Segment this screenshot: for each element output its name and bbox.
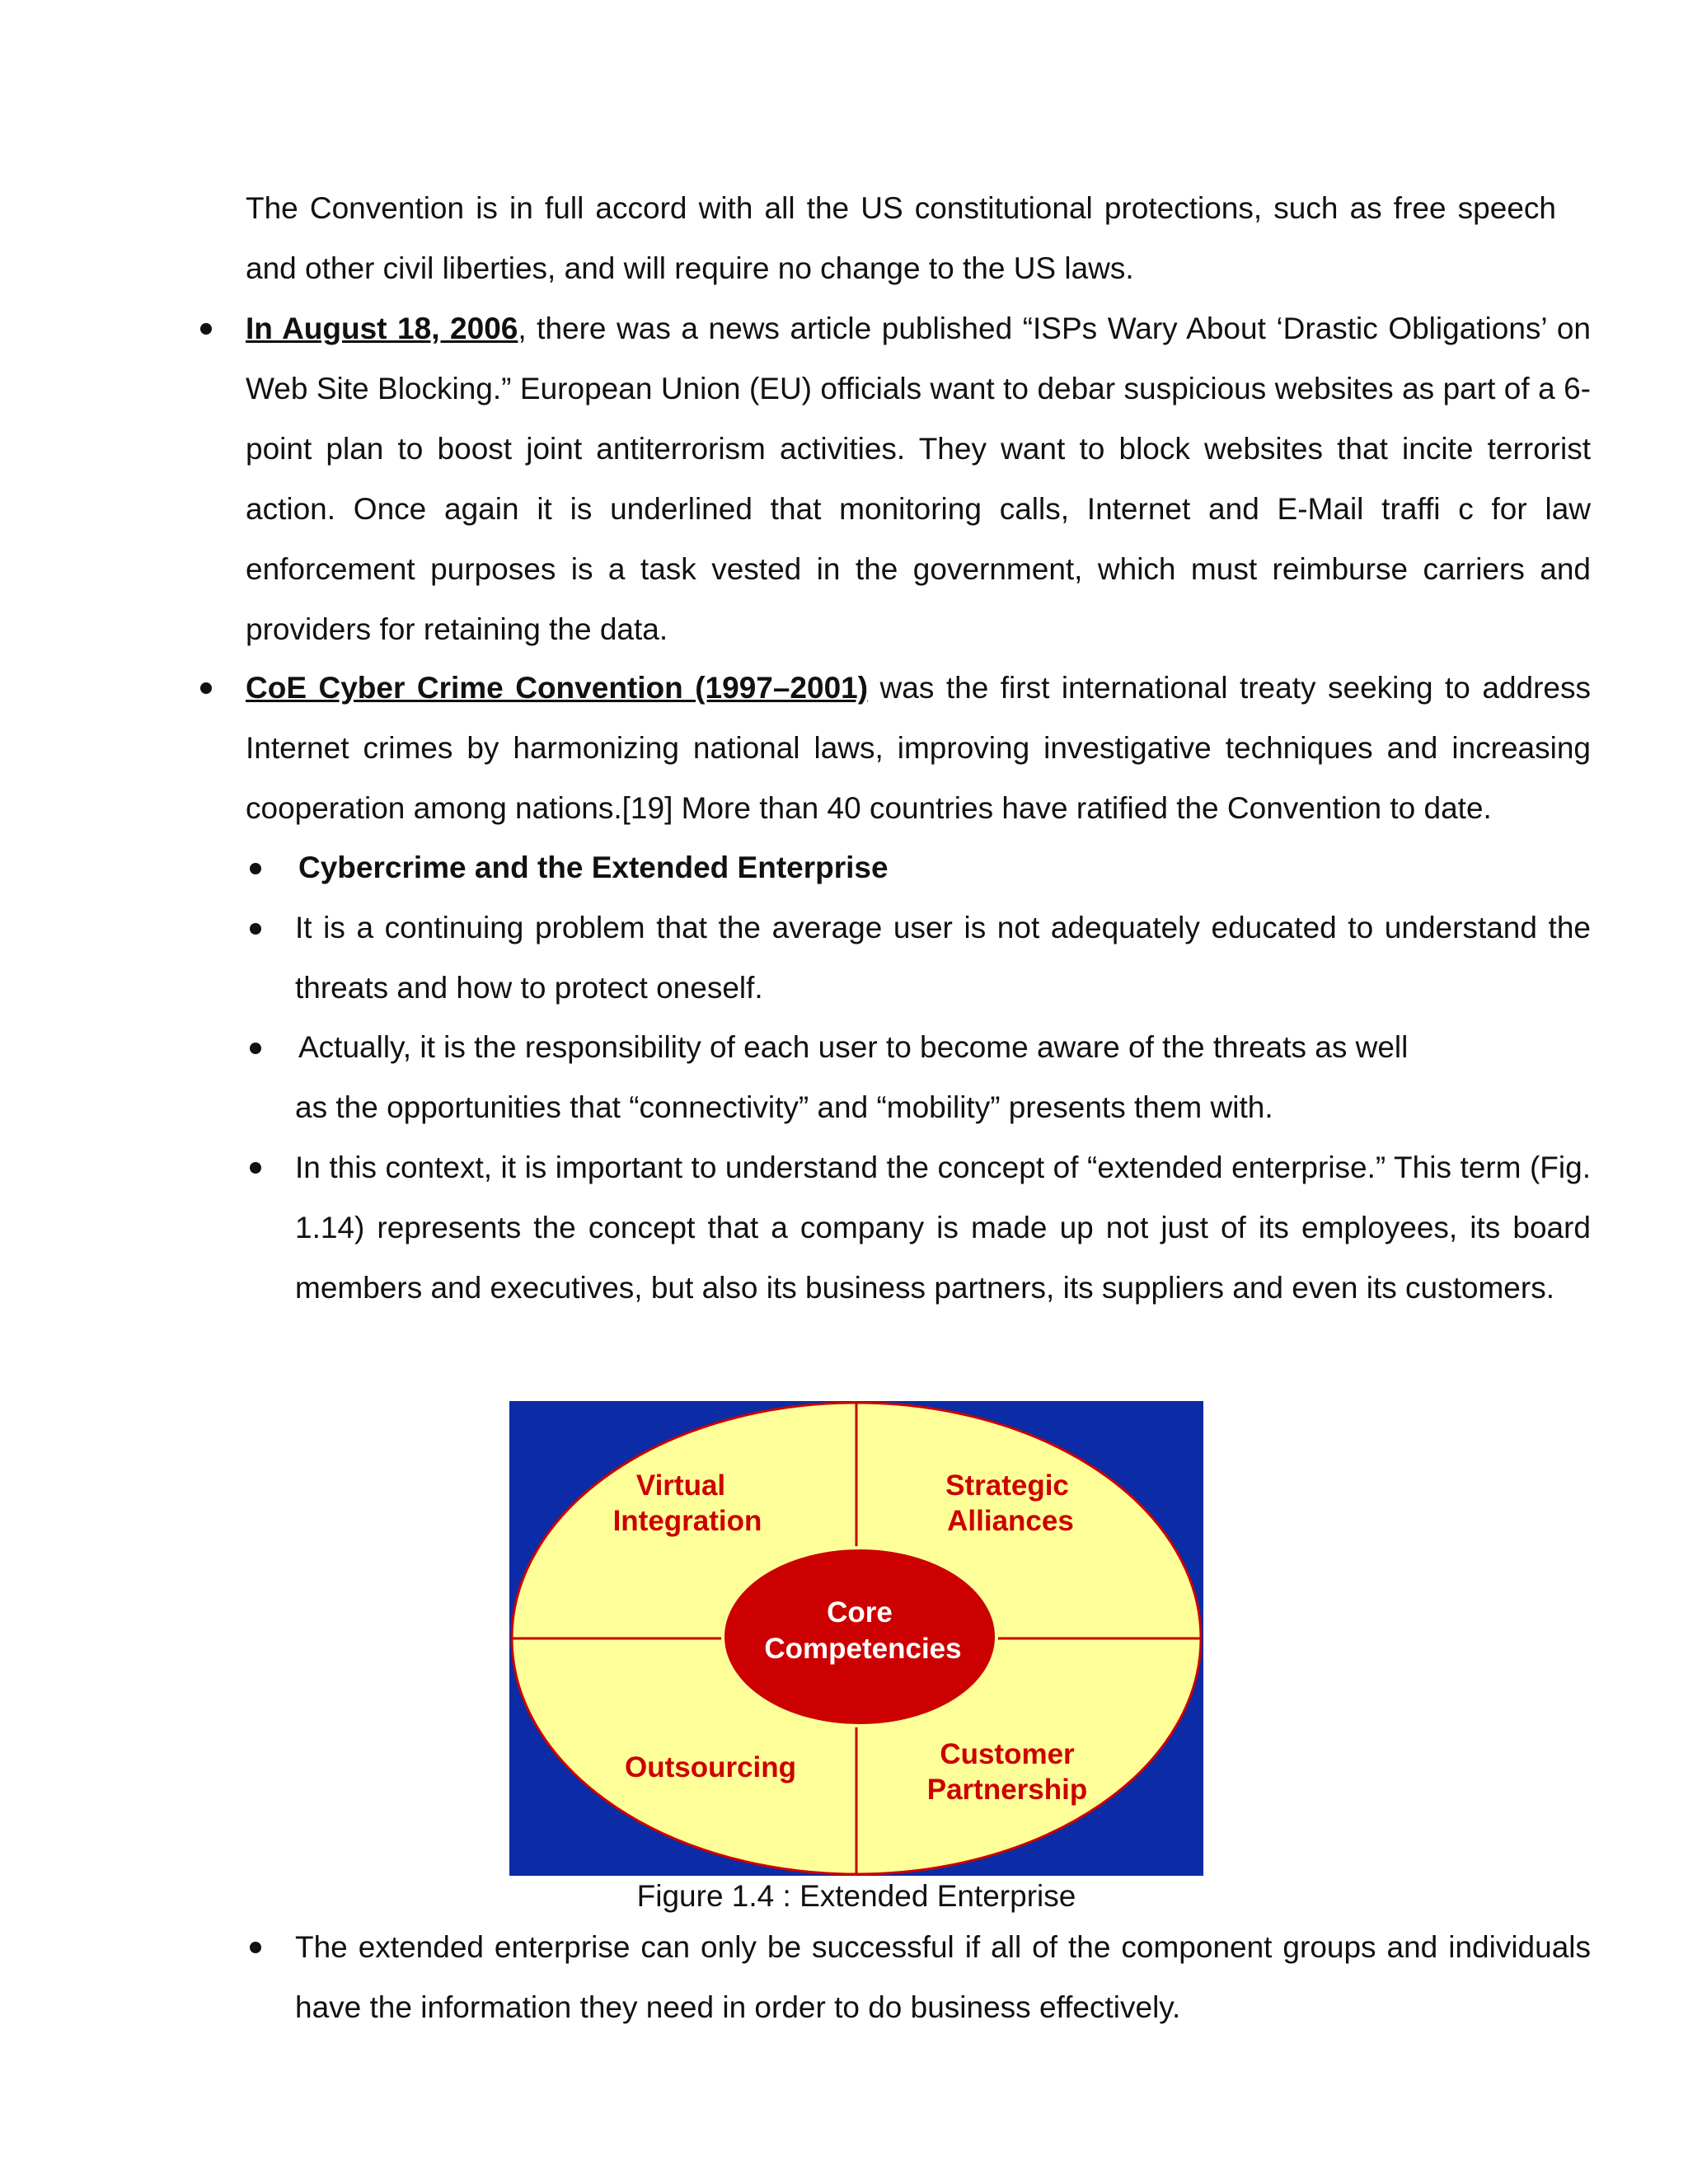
paragraph-user-responsibility-line2: as the opportunities that “connectivity” and “mobility” presents them with. bbox=[295, 1090, 1273, 1124]
subheading-cybercrime-extended-enterprise: Cybercrime and the Extended Enterprise bbox=[298, 851, 889, 884]
label-competencies: Competencies bbox=[764, 1633, 962, 1665]
figure-graphic bbox=[509, 1401, 1203, 1876]
paragraph-august-2006 bbox=[246, 298, 1591, 659]
label-strategic: Strategic bbox=[945, 1469, 1069, 1502]
paragraph-extended-enterprise-concept: In this context, it is important to understand the concept of “extended enterprise.” This term (Fig. 1.14) represents the concept that a company is made up not just of its employees, its board members and executives, but also its business partners, its suppliers and even its customers. bbox=[295, 1151, 1591, 1305]
convention-heading: CoE Cyber Crime Convention (1997–2001) bbox=[246, 671, 869, 705]
paragraph-extended-enterprise-success: The extended enterprise can only be successful if all of the component groups and individuals have the information they need in order to do business effectively. bbox=[295, 1930, 1591, 2024]
bullet-marker bbox=[200, 323, 212, 335]
bullet-marker bbox=[200, 682, 212, 694]
paragraph-convention-accord: The Convention is in full accord with all the US constitutional protections, such as free speech and other civil liberties, and will require no change to the US laws. bbox=[246, 191, 1556, 285]
bullet-marker bbox=[250, 1942, 261, 1953]
label-outsourcing: Outsourcing bbox=[624, 1751, 797, 1783]
figure-caption: Figure 1.4 : Extended Enterprise bbox=[636, 1879, 1076, 1913]
label-virtual: Virtual bbox=[635, 1469, 726, 1502]
label-core: Core bbox=[827, 1596, 893, 1629]
paragraph-coe-convention bbox=[246, 658, 1591, 838]
paragraph-body: , there was a news article published “ISPs Wary About ‘Drastic Obligations’ on Web Site Blocking.” European Union (EU) officials want to debar suspicious websites as part of a 6-point plan to boost joint antiterrorism activities. They want to block websites that incite terrorist action. Once again it is underlined that monitoring calls, Internet and E-Mail traffi c for law enforcement purposes is a task vested in the government, which must reimburse carriers and providers for retaining the data. bbox=[246, 312, 1591, 646]
label-partnership: Partnership bbox=[926, 1774, 1088, 1806]
extended-enterprise-figure bbox=[509, 1401, 1203, 1876]
paragraph-body: was the first international treaty seeking to address Internet crimes by harmonizing national laws, improving investigative techniques and increasing cooperation among nations.[19] More than 40 countries have ratified the Convention to date. bbox=[246, 671, 1591, 825]
bullet-marker bbox=[250, 1162, 261, 1174]
paragraph-average-user: It is a continuing problem that the average user is not adequately educated to understand the threats and how to protect oneself. bbox=[295, 911, 1591, 1005]
date-heading: In August 18, 2006 bbox=[246, 312, 518, 345]
bullet-marker bbox=[250, 1043, 261, 1054]
label-alliances: Alliances bbox=[947, 1505, 1074, 1537]
bullet-marker bbox=[250, 863, 261, 874]
label-customer: Customer bbox=[940, 1738, 1075, 1770]
paragraph-user-responsibility-line1: Actually, it is the responsibility of each user to become aware of the threats as well bbox=[298, 1030, 1409, 1064]
bullet-marker bbox=[250, 923, 261, 935]
label-integration: Integration bbox=[612, 1505, 762, 1537]
